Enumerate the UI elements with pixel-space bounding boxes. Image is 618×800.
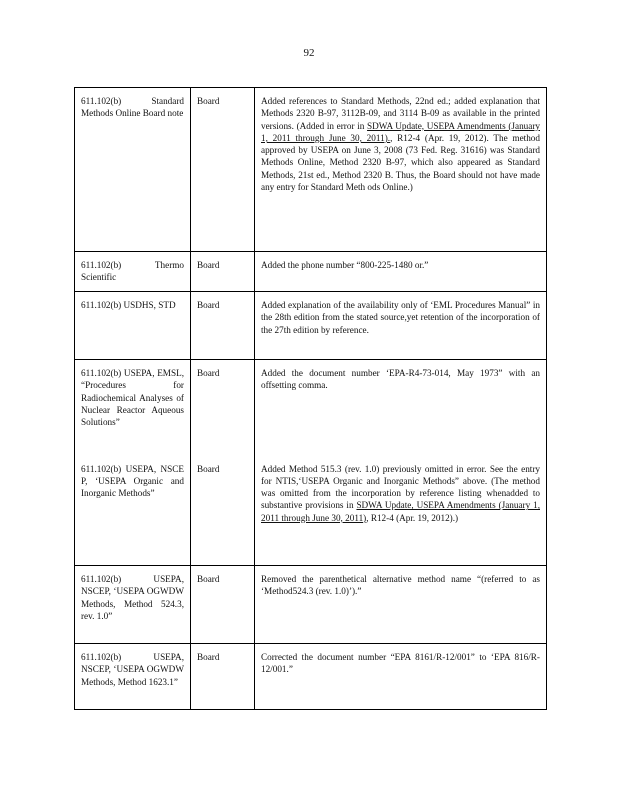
page-number: 92: [303, 47, 315, 59]
source-cell: Board: [191, 252, 255, 292]
source-cell: Board: [191, 566, 255, 644]
source-cell: Board: [191, 292, 255, 360]
citation-underlined: SDWA Update, USEPA Amendments (January 1, 2011 through June 30, 2011).: [261, 120, 540, 143]
citation-underlined: SDWA Update, USEPA Amendments (January 1, 2011 through June 30, 2011): [261, 500, 540, 523]
table-row: [75, 456, 547, 566]
description-cell: Added the phone number “800-225-1480 or.”: [255, 252, 547, 292]
table-row: [75, 252, 547, 292]
source-cell: Board: [191, 644, 255, 710]
section-cell: 611.102(b) USEPA, EMSL, “Procedures for Radiochemical Analyses of Nuclear Reactor Aqueous Solutions”: [75, 360, 191, 456]
source-cell: Board: [191, 360, 255, 456]
table-row: [75, 292, 547, 360]
source-cell: Board: [191, 456, 255, 566]
table-row: [75, 566, 547, 644]
section-cell: 611.102(b) Standard Methods Online Board note: [75, 88, 191, 252]
description-cell: Added the document number ‘EPA-R4-73-014, May 1973” with an offsetting comma.: [255, 360, 547, 456]
description-cell: [255, 456, 547, 566]
table-row: [75, 360, 547, 456]
description-text: , R12-4 (Apr. 19, 2012).): [366, 512, 459, 523]
source-cell: Board: [191, 88, 255, 252]
section-cell: 611.102(b) USEPA, NSCEP, ‘USEPA OGWDW Methods, Method 524.3, rev. 1.0”: [75, 566, 191, 644]
description-text: , R12-4 (Apr. 19, 2012). The method approved by USEPA on June 3, 2008 (73 Fed. Reg. 31616) was Standard Methods Online, Method 2320 B-97, which also appeared as Standard Methods, 21st ed., Method 2320 B. Thus, the Board should not have made any entry for Standard Meth ods Online.): [261, 132, 540, 193]
changes-table: [74, 87, 547, 710]
table-row: [75, 88, 547, 252]
description-cell: Corrected the document number “EPA 8161/R-12/001” to ‘EPA 816/R-12/001.”: [255, 644, 547, 710]
description-cell: Removed the parenthetical alternative method name “(referred to as ‘Method524.3 (rev. 1.0)’).”: [255, 566, 547, 644]
section-cell: 611.102(b) USEPA, NSCEP, ‘USEPA OGWDW Methods, Method 1623.1”: [75, 644, 191, 710]
section-cell: 611.102(b) USEPA, NSCE P, ‘USEPA Organic and Inorganic Methods”: [75, 456, 191, 566]
description-text: Added references to Standard Methods, 22nd ed.; added explanation that Methods 2320 B-97, 3112B-09, and 3114 B-09 as available in the printed versions. (Added in error in: [261, 96, 540, 131]
section-cell: 611.102(b) Thermo Scientific: [75, 252, 191, 292]
description-text: Added Method 515.3 (rev. 1.0) previously omitted in error. See the entry for NTIS,‘USEPA Organic and Inorganic Methods” above. (The method was omitted from the incorporation by reference listing whenadded to substantive provisions in: [261, 463, 540, 511]
section-cell: 611.102(b) USDHS, STD: [75, 292, 191, 360]
table-row: [75, 644, 547, 710]
description-cell: [255, 88, 547, 252]
description-cell: Added explanation of the availability only of ‘EML Procedures Manual” in the 28th edition from the stated source,yet retention of the incorporation of the 27th edition by reference.: [255, 292, 547, 360]
